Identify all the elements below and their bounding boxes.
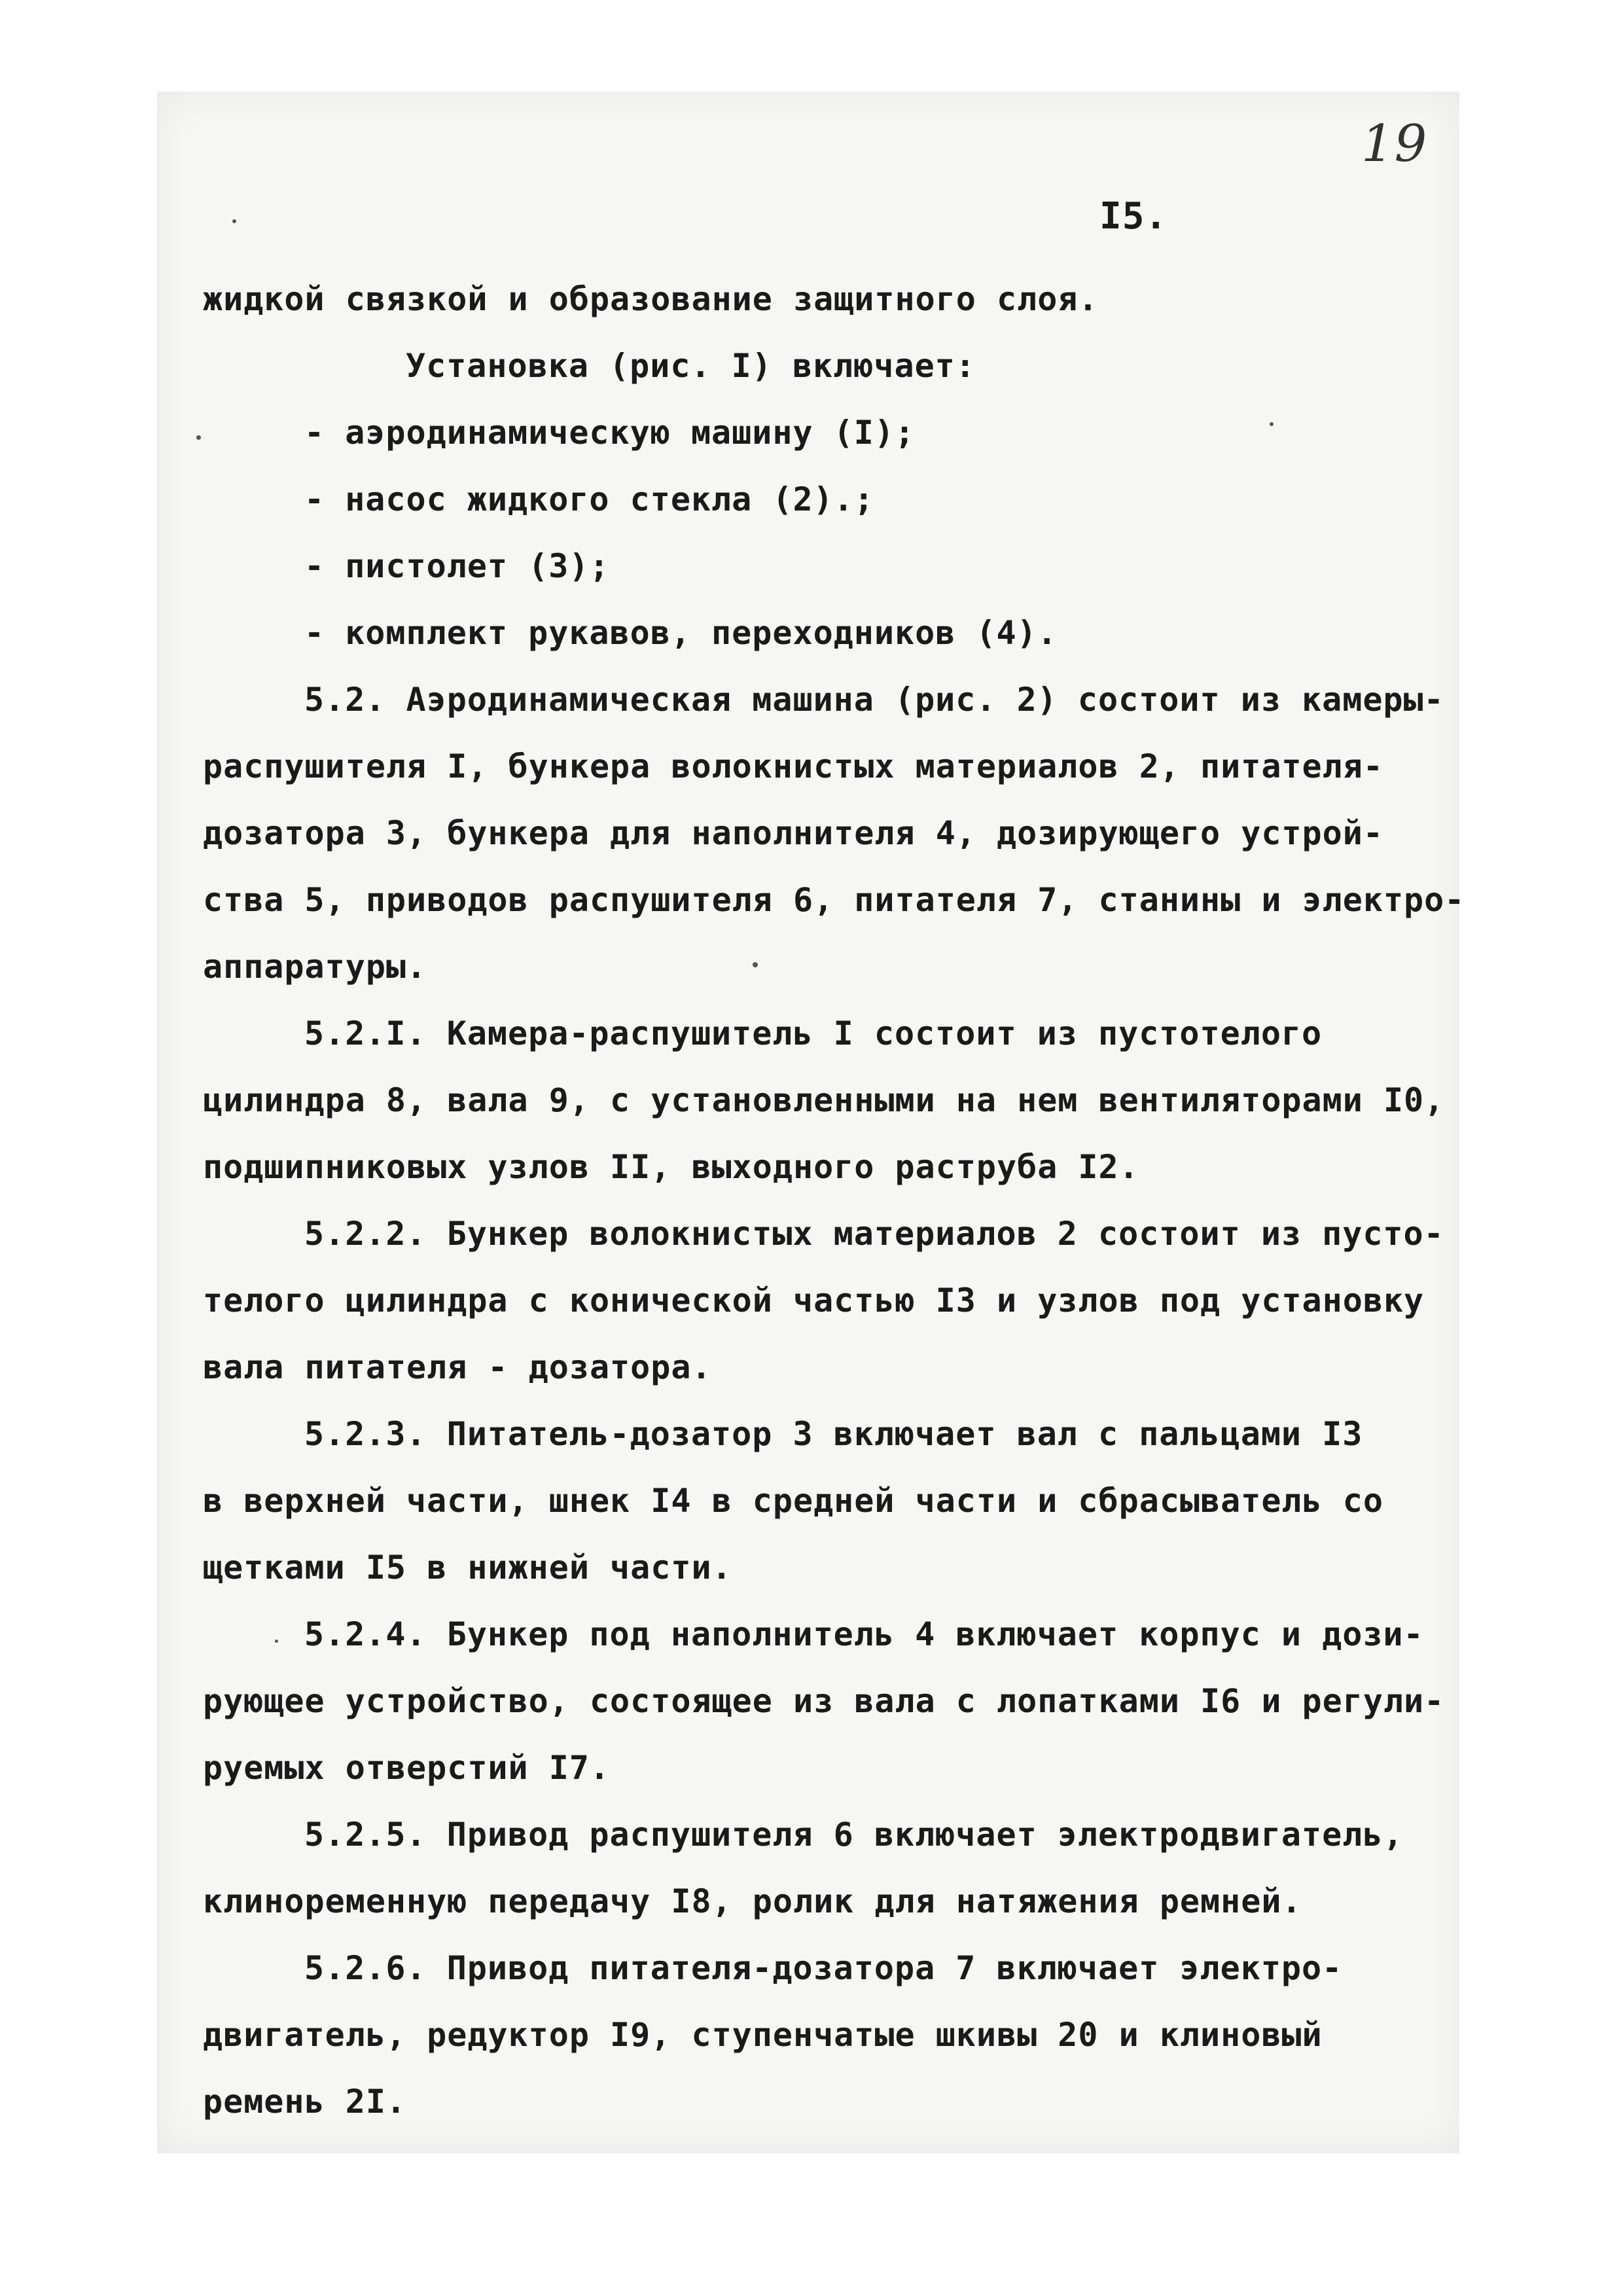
text-line: жидкой связкой и образование защитного слоя. (203, 280, 1099, 318)
text-line: 5.2.5. Привод распушителя 6 включает электродвигатель, (304, 1816, 1404, 1854)
text-line: цилиндра 8, вала 9, с установленными на нем вентиляторами I0, (203, 1081, 1445, 1119)
text-line: 5.2.I. Камера-распушитель I состоит из пустотелого (304, 1014, 1323, 1052)
text-line: рующее устройство, состоящее из вала с лопатками I6 и регули- (203, 1682, 1445, 1720)
text-line: телого цилиндра с конической частью I3 и узлов под установку (203, 1282, 1425, 1319)
text-line: ства 5, приводов распушителя 6, питателя 7, станины и электро- (203, 881, 1465, 919)
text-line: щетками I5 в нижней части. (203, 1549, 732, 1587)
text-line: распушителя I, бункера волокнистых материалов 2, питателя- (203, 747, 1383, 785)
text-line: - аэродинамическую машину (I); (304, 414, 916, 452)
text-line: 5.2.2. Бункер волокнистых материалов 2 состоит из пусто- (304, 1215, 1444, 1253)
scan-speck (232, 219, 236, 223)
text-line: вала питателя - дозатора. (203, 1348, 712, 1386)
text-line: ремень 2I. (203, 2083, 407, 2121)
text-line: 5.2. Аэродинамическая машина (рис. 2) состоит из камеры- (304, 681, 1444, 719)
text-line: - пистолет (3); (304, 547, 610, 585)
text-line: подшипниковых узлов II, выходного раструба I2. (203, 1148, 1139, 1186)
text-line: в верхней части, шнек I4 в средней части и сбрасыватель со (203, 1482, 1383, 1520)
handwritten-page-number: 19 (1361, 115, 1428, 173)
page-number: I5. (1099, 195, 1168, 238)
text-line: - насос жидкого стекла (2).; (304, 480, 874, 518)
text-line: клиноременную передачу I8, ролик для натяжения ремней. (203, 1882, 1302, 1920)
text-line: - комплект рукавов, переходников (4). (304, 614, 1058, 652)
text-line: руемых отверстий I7. (203, 1749, 611, 1787)
text-line: аппаратуры. (203, 948, 427, 986)
scan-speck (196, 435, 201, 440)
text-line: двигатель, редуктор I9, ступенчатые шкивы 20 и клиновый (203, 2016, 1323, 2054)
scan-speck (753, 962, 758, 967)
text-line: дозатора 3, бункера для наполнителя 4, дозирующего устрой- (203, 814, 1383, 852)
text-line: 5.2.6. Привод питателя-дозатора 7 включает электро- (304, 1949, 1343, 1987)
text-line: 5.2.4. Бункер под наполнитель 4 включает корпус и дози- (304, 1615, 1424, 1653)
text-line: 5.2.3. Питатель-дозатор 3 включает вал с пальцами I3 (304, 1415, 1363, 1453)
text-line: Установка (рис. I) включает: (406, 347, 976, 385)
scan-speck (275, 1640, 278, 1643)
scan-speck (1270, 422, 1274, 426)
